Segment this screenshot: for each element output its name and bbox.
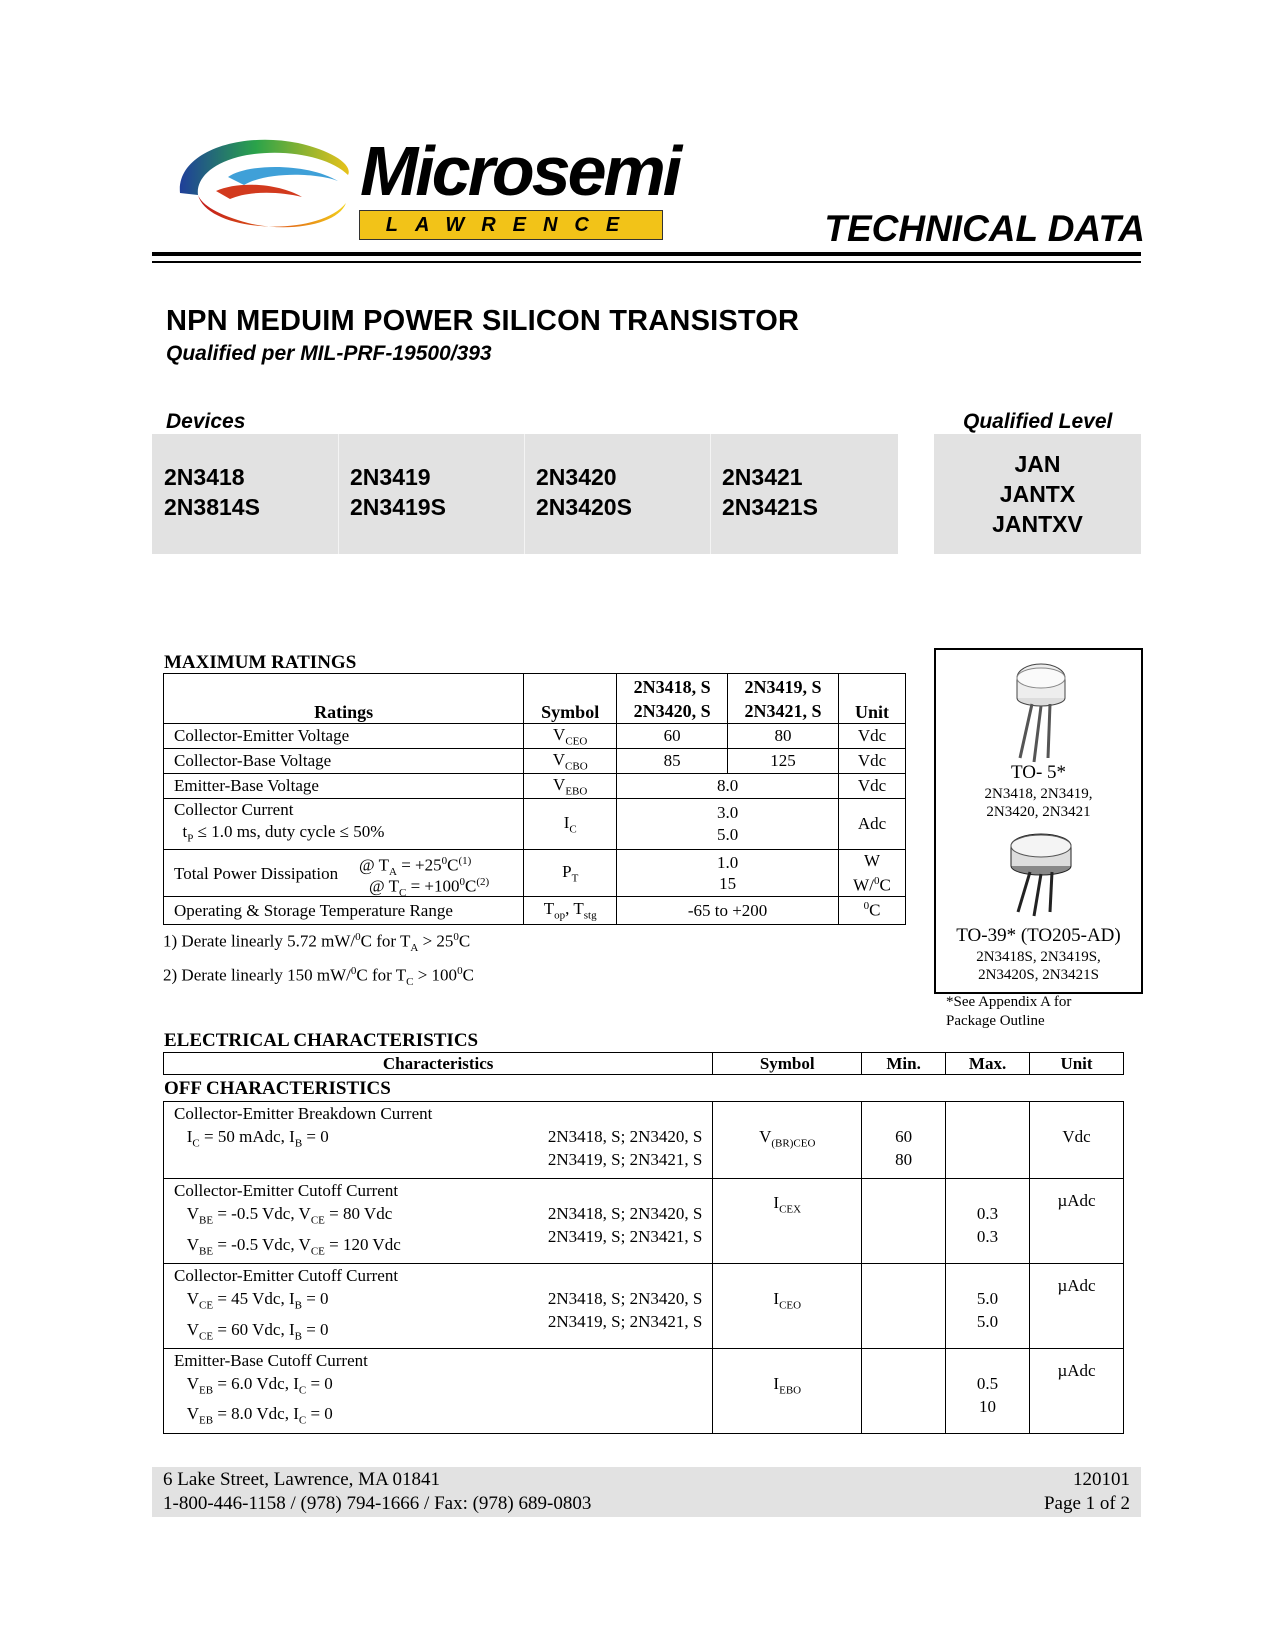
device-part: 2N3418	[164, 464, 245, 490]
char-description: Collector-Emitter Breakdown Current $I_C = 50$ mAdc, $I_B = 0$	[164, 1102, 524, 1179]
device-column	[152, 434, 339, 554]
device-column	[524, 434, 711, 554]
table-row	[164, 1348, 1124, 1433]
device-part: 2N3419S	[350, 494, 446, 520]
rating-value: 80	[728, 724, 839, 749]
qualified-level-panel	[934, 434, 1141, 554]
to5-title: TO- 5*	[1010, 762, 1067, 783]
char-symbol: $I_{EBO}$	[713, 1348, 862, 1433]
qualified-level-item: JANTX	[999, 481, 1076, 507]
footer-phone: 1-800-446-1158 / (978) 794-1666 / Fax: (978) 689-0803	[163, 1493, 592, 1514]
brand-name: Microsemi	[360, 132, 680, 210]
header-characteristics: Characteristics	[164, 1053, 713, 1075]
header-ratings: Ratings	[164, 674, 524, 724]
char-description: Emitter-Base Cutoff Current $V_{EB} = 6.0$ Vdc, $I_C = 0$ $V_{EB} = 8.0$ Vdc, $I_C = 0$	[164, 1348, 524, 1433]
char-min: 60 80	[862, 1102, 946, 1179]
package-panel	[934, 648, 1143, 994]
devices-panel	[152, 434, 898, 554]
char-max: 0.3 0.3	[946, 1179, 1030, 1264]
rating-symbol: $V_{EBO}$	[524, 774, 617, 799]
rating-label: Emitter-Base Voltage	[164, 774, 524, 799]
qualified-level-item: JAN	[1014, 451, 1061, 477]
rating-symbol: $V_{CBO}$	[524, 749, 617, 774]
ratings-footnotes	[163, 926, 474, 994]
rating-label: Total Power Dissipation @ $T_A = +25^0C^{(1)}$ @ $T_C = +100^0C^{(2)}$	[164, 850, 524, 897]
char-unit: Vdc	[1030, 1102, 1124, 1179]
rating-value: 1.0 15	[617, 850, 839, 897]
rating-unit: Adc	[838, 799, 905, 850]
header-part: 2N3421, S	[744, 700, 822, 721]
rating-label: Collector-Emitter Voltage	[164, 724, 524, 749]
table-header-row	[164, 674, 906, 724]
header-max: Max.	[946, 1053, 1030, 1075]
rating-unit: Vdc	[838, 724, 905, 749]
page-footer	[152, 1467, 1141, 1517]
table-row	[164, 799, 906, 850]
device-column	[710, 434, 896, 554]
table-row	[164, 1179, 1124, 1264]
rating-value: 8.0	[617, 774, 839, 799]
rating-value: 3.0 5.0	[617, 799, 839, 850]
header-min: Min.	[862, 1053, 946, 1075]
table-row	[164, 897, 906, 925]
to39-parts: 2N3418S, 2N3419S, 2N3420S, 2N3421S	[976, 949, 1101, 983]
footer-page-number: Page 1 of 2	[1043, 1493, 1130, 1514]
footer-code: 120101	[1073, 1469, 1130, 1490]
max-ratings-table	[163, 673, 906, 925]
electrical-header-table	[163, 1052, 1124, 1075]
char-symbol: $V_{(BR)CEO}$	[713, 1102, 862, 1179]
device-part: 2N3420S	[536, 494, 632, 520]
rating-value: -65 to +200	[617, 897, 839, 925]
char-devices	[523, 1348, 713, 1433]
char-min	[862, 1179, 946, 1264]
brand-subtitle: LAWRENCE	[359, 210, 663, 240]
rating-symbol: $V_{CEO}$	[524, 724, 617, 749]
table-row	[164, 850, 906, 897]
header-rule-thin	[152, 261, 1141, 263]
rating-unit: Vdc	[838, 774, 905, 799]
rating-unit: $^0$C	[838, 897, 905, 925]
char-devices: 2N3418, S; 2N3420, S 2N3419, S; 2N3421, S	[523, 1102, 713, 1179]
char-symbol: $I_{CEX}$	[713, 1179, 862, 1264]
device-part: 2N3420	[536, 464, 617, 490]
rating-symbol: $P_T$	[524, 850, 617, 897]
device-column	[338, 434, 525, 554]
device-part: 2N3421	[722, 464, 803, 490]
table-row	[164, 1264, 1124, 1349]
to39-package-icon	[996, 828, 1086, 918]
table-row	[164, 724, 906, 749]
char-devices: 2N3418, S; 2N3420, S 2N3419, S; 2N3421, S	[523, 1264, 713, 1349]
qualified-level-label: Qualified Level	[963, 410, 1113, 433]
footer-address: 6 Lake Street, Lawrence, MA 01841	[163, 1469, 440, 1490]
device-part: 2N3419	[350, 464, 431, 490]
char-min	[862, 1348, 946, 1433]
char-unit: µAdc	[1030, 1264, 1124, 1349]
char-max: 0.5 10	[946, 1348, 1030, 1433]
device-part: 2N3421S	[722, 494, 818, 520]
qualification-spec: Qualified per MIL-PRF-19500/393	[166, 342, 492, 365]
to5-parts: 2N3418, 2N3419, 2N3420, 2N3421	[984, 786, 1093, 820]
footnote-1: 1) Derate linearly 5.72 mW/$^0$C for $T_A > 25^0C$	[163, 931, 471, 955]
off-characteristics-heading: OFF CHARACTERISTICS	[164, 1078, 391, 1099]
header-part: 2N3418, S	[633, 676, 711, 697]
char-max: 5.0 5.0	[946, 1264, 1030, 1349]
char-devices: 2N3418, S; 2N3420, S 2N3419, S; 2N3421, S	[523, 1179, 713, 1264]
to39-title: TO-39* (TO205-AD)	[956, 925, 1121, 946]
char-description: Collector-Emitter Cutoff Current $V_{CE} = 45$ Vdc, $I_B = 0$ $V_{CE} = 60$ Vdc, $I_B = 0$	[164, 1264, 524, 1349]
max-ratings-heading: MAXIMUM RATINGS	[164, 652, 357, 673]
qualified-level-item: JANTXV	[992, 511, 1083, 537]
rating-symbol: $I_C$	[524, 799, 617, 850]
electrical-heading: ELECTRICAL CHARACTERISTICS	[164, 1030, 479, 1051]
rating-label: Collector-Base Voltage	[164, 749, 524, 774]
rating-label: Operating & Storage Temperature Range	[164, 897, 524, 925]
microsemi-logo-icon	[168, 133, 358, 238]
device-part: 2N3814S	[164, 494, 260, 520]
rating-value: 85	[617, 749, 728, 774]
char-max	[946, 1102, 1030, 1179]
to5-package-icon	[996, 658, 1086, 768]
char-unit: µAdc	[1030, 1179, 1124, 1264]
char-min	[862, 1264, 946, 1349]
electrical-table	[163, 1101, 1124, 1434]
char-description: Collector-Emitter Cutoff Current $V_{BE} = -0.5$ Vdc, $V_{CE} = 80$ Vdc $V_{BE} = -0.5$ Vdc, $V_{CE} = 120$ Vdc	[164, 1179, 524, 1264]
rating-unit: Vdc	[838, 749, 905, 774]
char-unit: µAdc	[1030, 1348, 1124, 1433]
rating-symbol: $T_{op}$, $T_{stg}$	[524, 897, 617, 925]
header-rule	[152, 252, 1141, 256]
char-symbol: $I_{CEO}$	[713, 1264, 862, 1349]
header-group2	[728, 674, 839, 724]
page-title: NPN MEDUIM POWER SILICON TRANSISTOR	[166, 305, 800, 337]
header-symbol: Symbol	[524, 674, 617, 724]
header-symbol: Symbol	[713, 1053, 862, 1075]
header-unit: Unit	[1030, 1053, 1124, 1075]
header-group1	[617, 674, 728, 724]
table-row	[164, 774, 906, 799]
package-note: *See Appendix A for Package Outline	[946, 994, 1072, 1029]
table-row	[164, 1102, 1124, 1179]
rating-value: 60	[617, 724, 728, 749]
table-header-row	[164, 1053, 1124, 1075]
header-part: 2N3419, S	[744, 676, 822, 697]
header-part: 2N3420, S	[633, 700, 711, 721]
rating-label: Collector Current $t_P \le 1.0$ ms, duty cycle ≤ 50%	[164, 799, 524, 850]
rating-value: 125	[728, 749, 839, 774]
header-unit: Unit	[838, 674, 905, 724]
devices-label: Devices	[166, 410, 246, 433]
table-row	[164, 749, 906, 774]
doc-type-heading: TECHNICAL DATA	[824, 208, 1145, 249]
rating-unit: W W/$^0$C	[838, 850, 905, 897]
footnote-2: 2) Derate linearly 150 mW/$^0$C for $T_C > 100^0C$	[163, 965, 474, 989]
